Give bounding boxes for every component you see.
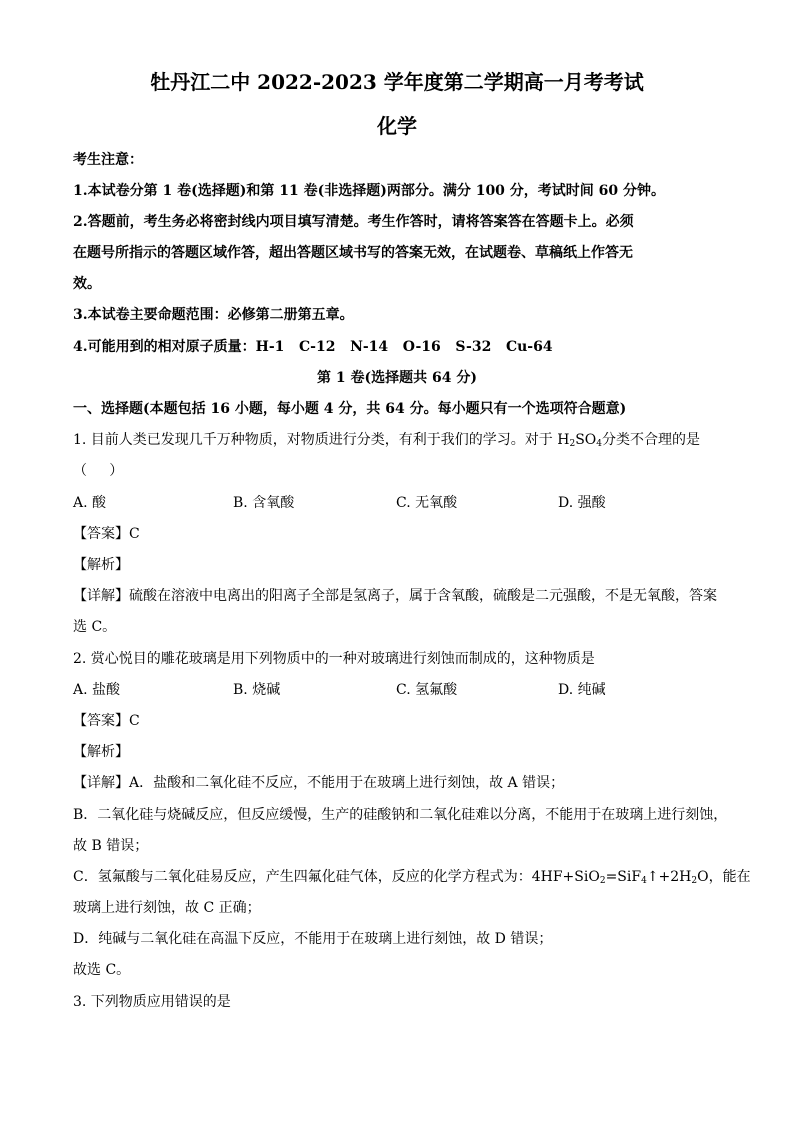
- q2-detail-c-line-2: 玻璃上进行刻蚀，故 C 正确；: [73, 900, 261, 916]
- q2-analysis-label: 【解析】: [73, 744, 129, 760]
- notice-item-2-line-3: 效。: [73, 276, 101, 292]
- q2-option-d: D. 纯碱: [558, 682, 606, 698]
- q2-option-a: A. 盐酸: [73, 682, 121, 698]
- q1-sub-1: 2: [569, 439, 576, 449]
- notice-heading: 考生注意：: [73, 152, 143, 168]
- q1-stem-pre: 1. 目前人类已发现几千万种物质，对物质进行分类，有利于我们的学习。对于 H: [73, 432, 570, 448]
- q2-detail-a: 【详解】A．盐酸和二氧化硅不反应，不能用于在玻璃上进行刻蚀，故 A 错误；: [73, 775, 565, 791]
- q2-stem: 2. 赏心悦目的雕花玻璃是用下列物质中的一种对玻璃进行刻蚀而制成的，这种物质是: [73, 651, 595, 667]
- exam-title: 牡丹江二中 2022-2023 学年度第二学期高一月考考试: [150, 70, 644, 94]
- q2-detail-c-sub-3: 2: [691, 876, 698, 886]
- subject-title: 化学: [377, 114, 417, 138]
- q1-detail-line-1: 【详解】硫酸在溶液中电离出的阳离子全部是氢离子，属于含氧酸，硫酸是二元强酸，不是无氧酸，答案: [73, 588, 717, 604]
- notice-item-4: 4.可能用到的相对原子质量：H-1 C-12 N-14 O-16 S-32 Cu-64: [73, 339, 553, 355]
- q2-option-c: C. 氢氟酸: [396, 682, 458, 698]
- q1-analysis-label: 【解析】: [73, 557, 129, 573]
- q3-stem: 3. 下列物质应用错误的是: [73, 994, 231, 1010]
- q1-stem-mid: SO: [575, 432, 597, 448]
- q1-option-c: C. 无氧酸: [396, 495, 458, 511]
- q2-conclusion: 故选 C。: [73, 962, 131, 978]
- q1-option-d: D. 强酸: [558, 495, 606, 511]
- q2-detail-c-post: O，能在: [697, 869, 751, 885]
- q1-detail-line-2: 选 C。: [73, 619, 117, 635]
- q2-detail-c-mid: =SiF: [605, 869, 642, 885]
- q2-answer: 【答案】C: [73, 713, 140, 729]
- q1-stem: [73, 430, 700, 450]
- notice-item-3: 3.本试卷主要命题范围：必修第二册第五章。: [73, 307, 354, 323]
- q2-detail-b-line-1: B．二氧化硅与烧碱反应，但反应缓慢，生产的硅酸钠和二氧化硅难以分离，不能用于在玻璃上进行刻蚀，: [73, 807, 728, 823]
- q1-sub-2: 4: [596, 439, 603, 449]
- q2-detail-d: D．纯碱与二氧化硅在高温下反应，不能用于在玻璃上进行刻蚀，故 D 错误；: [73, 931, 553, 947]
- notice-item-2-line-1: 2.答题前，考生务必将密封线内项目填写清楚。考生作答时，请将答案答在答题卡上。必须: [73, 214, 634, 230]
- notice-item-2-line-2: 在题号所指示的答题区域作答，超出答题区域书写的答案无效，在试题卷、草稿纸上作答无: [73, 245, 633, 261]
- q2-detail-c-sub-2: 4: [641, 876, 647, 886]
- q2-option-b: B. 烧碱: [233, 682, 281, 698]
- q2-detail-c-mid-2: ↑+2H: [646, 869, 692, 885]
- q1-option-b: B. 含氧酸: [233, 495, 295, 511]
- q1-stem-post: 分类不合理的是: [602, 432, 701, 448]
- section-heading: 一、选择题(本题包括 16 小题，每小题 4 分，共 64 分。每小题只有一个选项符合题意): [73, 401, 627, 417]
- q2-detail-c-sub-1: 2: [599, 876, 606, 886]
- q2-detail-c-line-1: [73, 867, 751, 887]
- q1-paren: （ ）: [73, 463, 124, 479]
- q1-option-a: A. 酸: [73, 495, 107, 511]
- q1-answer: 【答案】C: [73, 526, 140, 542]
- q2-detail-b-line-2: 故 B 错误；: [73, 838, 149, 854]
- q2-detail-c-pre: C．氢氟酸与二氧化硅易反应，产生四氟化硅气体，反应的化学方程式为：4HF+SiO: [73, 869, 600, 885]
- notice-item-1: 1.本试卷分第 1 卷(选择题)和第 11 卷(非选择题)两部分。满分 100 分，考试时间 60 分钟。: [73, 183, 666, 199]
- part-title: 第 1 卷(选择题共 64 分): [317, 370, 477, 386]
